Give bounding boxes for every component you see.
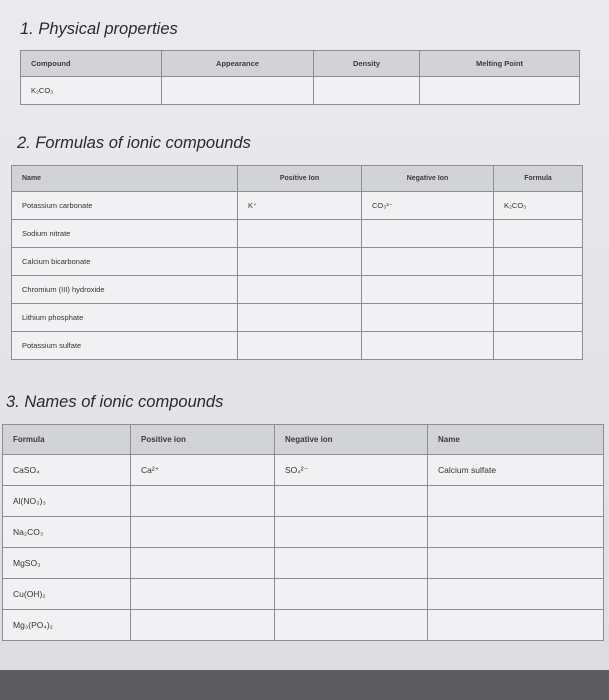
cell-negative-ion[interactable] <box>275 610 428 641</box>
cell-name[interactable] <box>428 579 604 610</box>
section-1-title: 1. Physical properties <box>20 20 178 38</box>
cell-formula[interactable] <box>494 248 583 276</box>
cell-positive-ion[interactable] <box>131 610 275 641</box>
cell-positive-ion[interactable]: K⁺ <box>238 192 362 220</box>
cell-appearance[interactable] <box>162 77 314 105</box>
table-row <box>3 548 604 579</box>
table-row <box>12 304 583 332</box>
header-appearance: Appearance <box>162 51 314 77</box>
table-row <box>3 517 604 548</box>
table-row <box>21 77 580 105</box>
cell-negative-ion[interactable] <box>362 220 494 248</box>
table-row <box>12 192 583 220</box>
cell-name[interactable] <box>428 548 604 579</box>
cell-negative-ion[interactable] <box>275 517 428 548</box>
cell-name[interactable] <box>428 486 604 517</box>
cell-melting-point[interactable] <box>420 77 580 105</box>
ionic-formulas-table <box>11 165 583 360</box>
cell-negative-ion[interactable]: SO₄²⁻ <box>275 455 428 486</box>
cell-formula: MgSO₃ <box>3 548 131 579</box>
cell-formula: Al(NO₃)₃ <box>3 486 131 517</box>
cell-formula: Mg₃(PO₄)₂ <box>3 610 131 641</box>
cell-name: Lithium phosphate <box>12 304 238 332</box>
physical-properties-table <box>20 50 580 105</box>
cell-name[interactable] <box>428 517 604 548</box>
cell-formula[interactable] <box>494 276 583 304</box>
header-positive-ion: Positive ion <box>131 425 275 455</box>
cell-name: Sodium nitrate <box>12 220 238 248</box>
table-row <box>3 579 604 610</box>
header-melting-point: Melting Point <box>420 51 580 77</box>
cell-negative-ion[interactable] <box>362 276 494 304</box>
header-positive-ion: Positive Ion <box>238 166 362 192</box>
cell-formula: Cu(OH)₂ <box>3 579 131 610</box>
table-row <box>12 248 583 276</box>
header-formula: Formula <box>494 166 583 192</box>
cell-name: Chromium (III) hydroxide <box>12 276 238 304</box>
header-formula: Formula <box>3 425 131 455</box>
header-name: Name <box>12 166 238 192</box>
cell-negative-ion[interactable] <box>362 248 494 276</box>
cell-negative-ion[interactable] <box>275 548 428 579</box>
cell-compound: K₂CO₃ <box>21 77 162 105</box>
cell-name: Calcium bicarbonate <box>12 248 238 276</box>
cell-name[interactable] <box>428 610 604 641</box>
cell-negative-ion[interactable] <box>362 332 494 360</box>
cell-formula[interactable] <box>494 304 583 332</box>
table-row <box>3 610 604 641</box>
cell-positive-ion[interactable] <box>131 548 275 579</box>
cell-positive-ion[interactable] <box>238 304 362 332</box>
table-row <box>12 332 583 360</box>
cell-negative-ion[interactable] <box>362 304 494 332</box>
cell-positive-ion[interactable] <box>238 220 362 248</box>
table-header-row <box>3 425 604 455</box>
cell-density[interactable] <box>314 77 420 105</box>
table-header-row <box>12 166 583 192</box>
table-header-row <box>21 51 580 77</box>
header-name: Name <box>428 425 604 455</box>
cell-name[interactable]: Calcium sulfate <box>428 455 604 486</box>
cell-negative-ion[interactable] <box>275 579 428 610</box>
ionic-names-table <box>2 424 604 641</box>
cell-positive-ion[interactable] <box>238 276 362 304</box>
table-row <box>12 276 583 304</box>
cell-negative-ion[interactable]: CO₃²⁻ <box>362 192 494 220</box>
cell-positive-ion[interactable] <box>131 579 275 610</box>
cell-positive-ion[interactable]: Ca²⁺ <box>131 455 275 486</box>
cell-positive-ion[interactable] <box>131 486 275 517</box>
header-compound: Compound <box>21 51 162 77</box>
section-2-title: 2. Formulas of ionic compounds <box>17 134 251 152</box>
device-bezel <box>0 670 609 700</box>
header-negative-ion: Negative ion <box>275 425 428 455</box>
cell-formula[interactable] <box>494 220 583 248</box>
cell-positive-ion[interactable] <box>131 517 275 548</box>
table-row <box>3 455 604 486</box>
cell-formula[interactable]: K₂CO₃ <box>494 192 583 220</box>
cell-negative-ion[interactable] <box>275 486 428 517</box>
table-row <box>3 486 604 517</box>
cell-name: Potassium sulfate <box>12 332 238 360</box>
cell-name: Potassium carbonate <box>12 192 238 220</box>
section-3-title: 3. Names of ionic compounds <box>6 393 224 411</box>
cell-formula: CaSO₄ <box>3 455 131 486</box>
cell-positive-ion[interactable] <box>238 332 362 360</box>
header-negative-ion: Negative Ion <box>362 166 494 192</box>
header-density: Density <box>314 51 420 77</box>
cell-formula[interactable] <box>494 332 583 360</box>
cell-positive-ion[interactable] <box>238 248 362 276</box>
cell-formula: Na₂CO₃ <box>3 517 131 548</box>
table-row <box>12 220 583 248</box>
